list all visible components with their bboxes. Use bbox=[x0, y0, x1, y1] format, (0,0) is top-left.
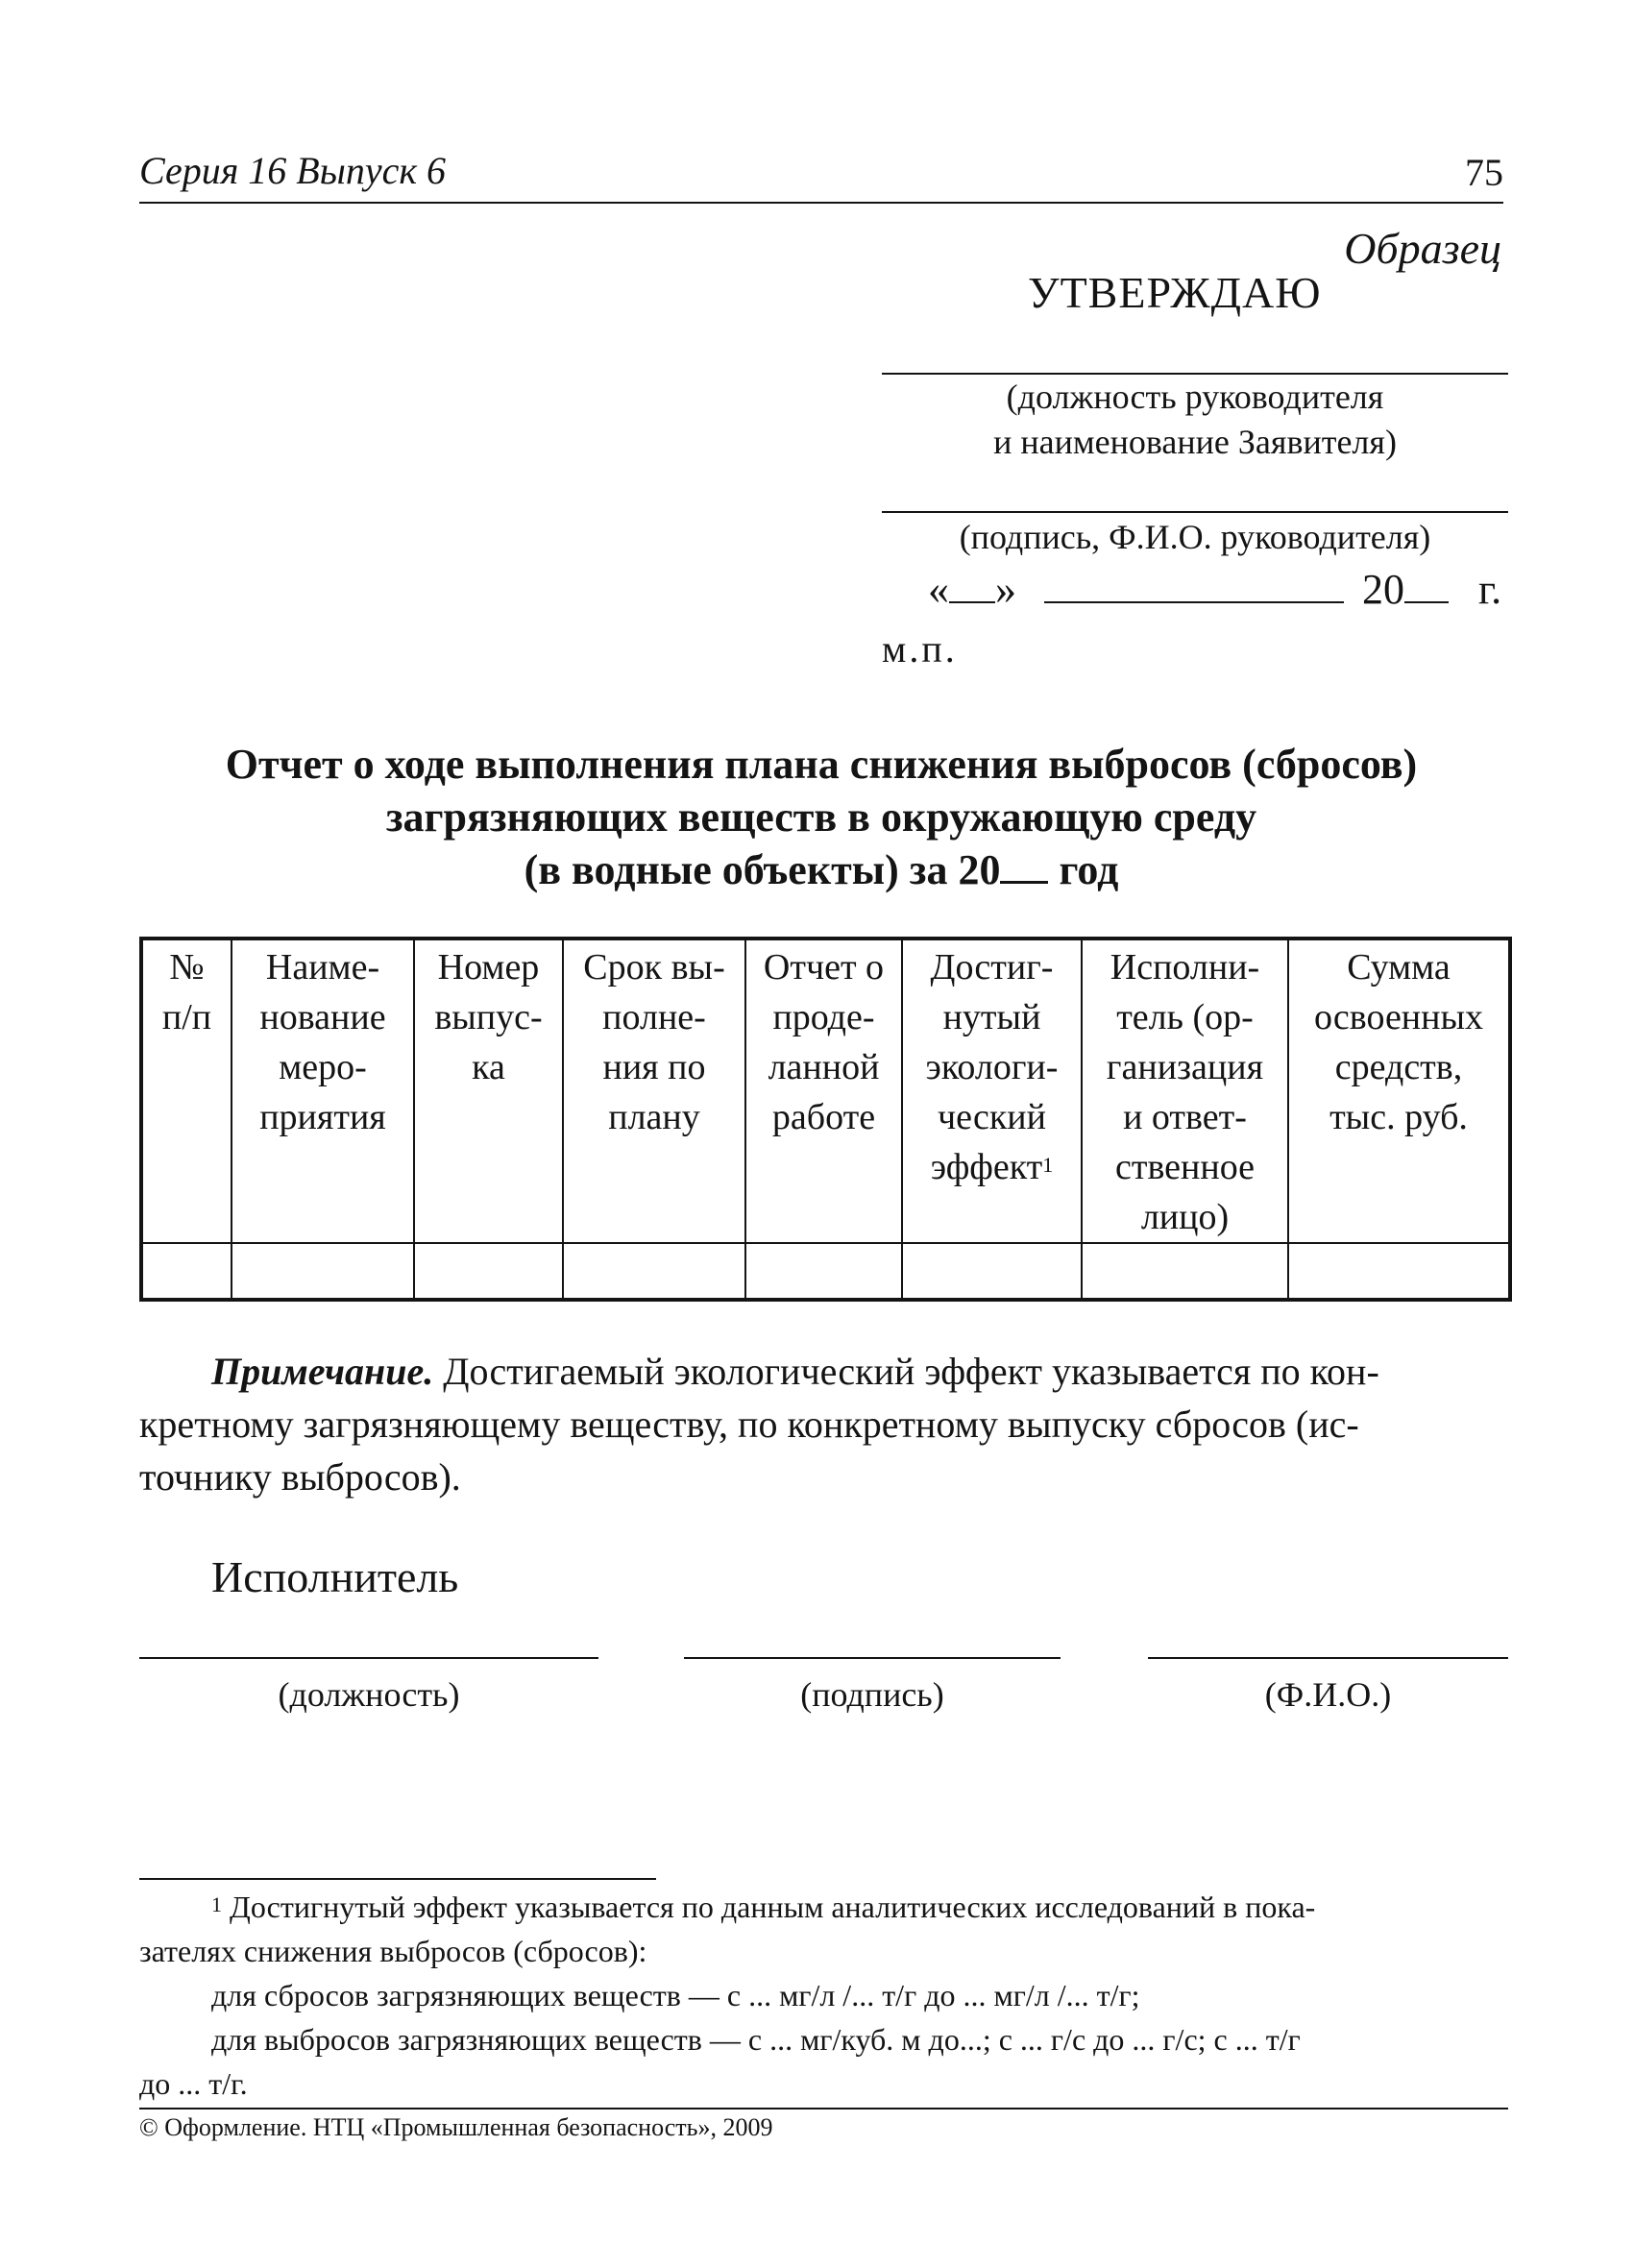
position-caption-line2: и наименование Заявителя) bbox=[993, 423, 1397, 461]
year-blank bbox=[1404, 599, 1449, 603]
copyright-separator bbox=[139, 2108, 1508, 2109]
position-caption bbox=[882, 375, 1508, 465]
footnote-line2: зателях снижения выбросов (сбросов): bbox=[139, 1934, 647, 1968]
executor-signature-caption: (подпись) bbox=[800, 1675, 944, 1714]
note-text-start: Достигаемый экологический эффект указывается по кон- bbox=[443, 1350, 1379, 1393]
executor-name-caption: (Ф.И.О.) bbox=[1264, 1675, 1392, 1714]
position-caption-line1: (должность руководителя bbox=[1006, 378, 1384, 416]
footnote-number: 1 bbox=[211, 1892, 222, 1916]
table-cell[interactable] bbox=[232, 1243, 414, 1300]
report-title-line3 bbox=[139, 843, 1503, 896]
sample-label: Образец bbox=[1344, 224, 1501, 273]
col-planned-deadline: Срок вы- полне- ния по плану bbox=[563, 939, 745, 1243]
col-work-report: Отчет о проде- ланной работе bbox=[745, 939, 902, 1243]
signature-line bbox=[882, 511, 1508, 513]
report-title bbox=[139, 738, 1503, 896]
day-blank bbox=[949, 599, 995, 603]
report-title-line1: Отчет о ходе выполнения плана снижения выбросов (сбросов) bbox=[225, 741, 1418, 788]
footnote-mark: 1 bbox=[1042, 1153, 1054, 1177]
col-outlet-number: Номер выпус- ка bbox=[414, 939, 563, 1243]
year-blank-title bbox=[1000, 850, 1048, 884]
running-header bbox=[139, 144, 1503, 204]
report-title-line3-prefix: (в водные объекты) за 20 bbox=[524, 846, 1001, 893]
executor-label: Исполнитель bbox=[211, 1552, 459, 1601]
date-year-prefix: 20 bbox=[1362, 566, 1404, 613]
date-row bbox=[928, 565, 1501, 614]
table-cell[interactable] bbox=[414, 1243, 563, 1300]
footnote bbox=[139, 1885, 1508, 2106]
table-cell[interactable] bbox=[563, 1243, 745, 1300]
executor-name-line bbox=[1148, 1657, 1508, 1659]
date-close-quote: » bbox=[995, 566, 1016, 613]
copyright: © Оформление. НТЦ «Промышленная безопасность», 2009 bbox=[139, 2113, 773, 2141]
date-year-suffix: г. bbox=[1478, 566, 1502, 613]
note-paragraph bbox=[211, 1345, 1508, 1398]
note-text-rest: кретному загрязняющему веществу, по конкретному выпуску сбросов (ис- точнику выбросов). bbox=[139, 1402, 1359, 1499]
footnote-line5: до ... т/г. bbox=[139, 2066, 248, 2101]
col-ecological-effect bbox=[902, 939, 1082, 1243]
executor-position-line bbox=[139, 1657, 598, 1659]
report-title-line2: загрязняющих веществ в окружающую среду bbox=[385, 793, 1257, 841]
col-ecological-effect-label: Достиг- нутый экологи- ческий эффект bbox=[925, 947, 1059, 1187]
footnote-line1-text: Достигнутый эффект указывается по данным аналитических исследований в пока- bbox=[230, 1890, 1316, 1924]
footnote-line1 bbox=[139, 1885, 1508, 1929]
footnote-line4: для выбросов загрязняющих веществ — с ... мг/куб. м до...; с ... г/с до ... г/с; с ... т/г bbox=[211, 2022, 1301, 2057]
table-cell[interactable] bbox=[141, 1243, 232, 1300]
col-funds-spent: Сумма освоенных средств, тыс. руб. bbox=[1288, 939, 1510, 1243]
col-number: № п/п bbox=[141, 939, 232, 1243]
footnote-line3: для сбросов загрязняющих веществ — с ... мг/л /... т/г до ... мг/л /... т/г; bbox=[211, 1978, 1140, 2012]
table-row bbox=[141, 1243, 1510, 1300]
table-cell[interactable] bbox=[1082, 1243, 1288, 1300]
approve-heading: УТВЕРЖДАЮ bbox=[1028, 268, 1322, 317]
date-open-quote: « bbox=[928, 566, 949, 613]
table-header-row bbox=[141, 939, 1510, 1243]
col-measure-name: Наиме- нование меро- приятия bbox=[232, 939, 414, 1243]
col-executor: Исполни- тель (ор- ганизация и ответ- ственное лицо) bbox=[1082, 939, 1288, 1243]
table-cell[interactable] bbox=[745, 1243, 902, 1300]
table-cell[interactable] bbox=[1288, 1243, 1510, 1300]
report-title-line3-suffix: год bbox=[1059, 846, 1119, 893]
report-table bbox=[139, 937, 1512, 1302]
signature-caption: (подпись, Ф.И.О. руководителя) bbox=[959, 518, 1431, 556]
executor-position-caption: (должность) bbox=[278, 1675, 460, 1714]
table-cell[interactable] bbox=[902, 1243, 1082, 1300]
page-number: 75 bbox=[1465, 151, 1503, 194]
footnote-separator bbox=[139, 1878, 656, 1880]
seal-label: м.п. bbox=[882, 627, 958, 671]
executor-signature-line bbox=[684, 1657, 1061, 1659]
month-blank bbox=[1044, 599, 1344, 603]
series-label: Серия 16 Выпуск 6 bbox=[139, 149, 447, 192]
note-label: Примечание. bbox=[211, 1350, 434, 1393]
